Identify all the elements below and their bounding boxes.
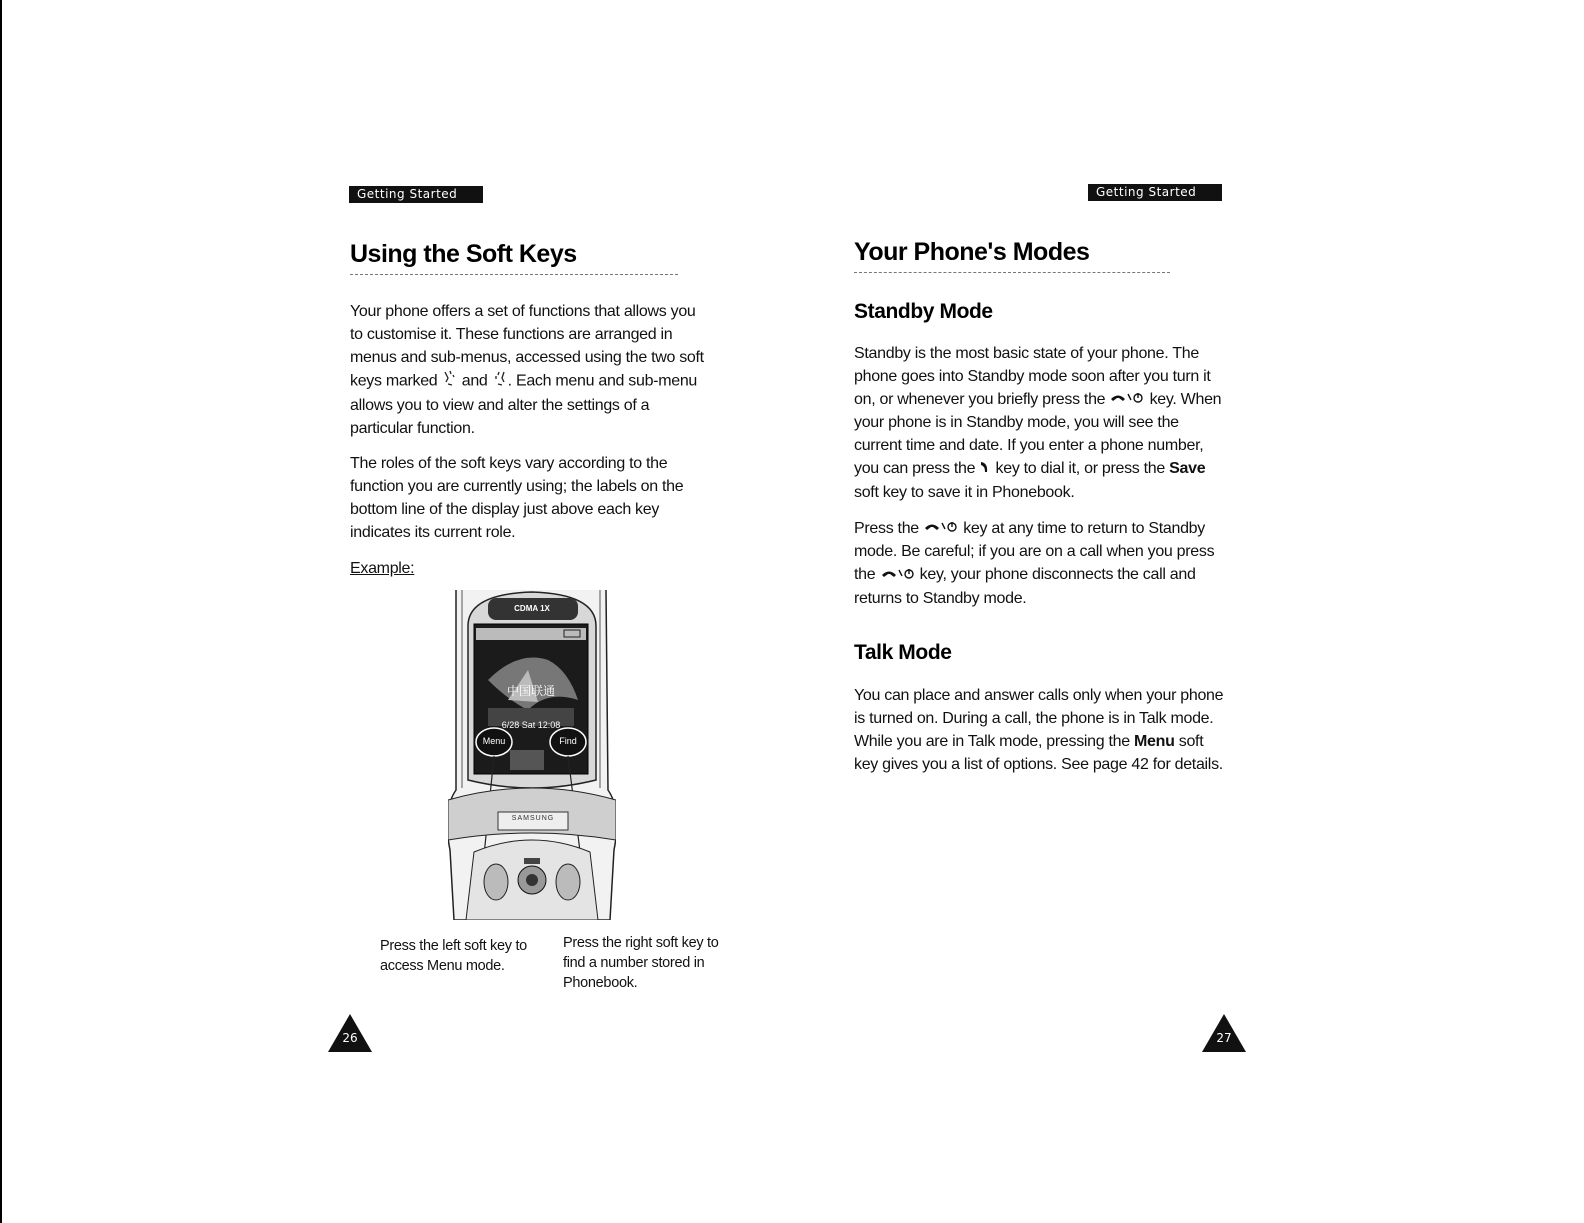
page-number-right: 27: [1202, 1014, 1246, 1052]
end-power-key-icon: [880, 564, 916, 587]
subtitle-talk-mode: Talk Mode: [854, 641, 952, 664]
phone-brand-label: CDMA 1X: [514, 604, 550, 613]
page-title-soft-keys: Using the Soft Keys: [350, 240, 577, 268]
end-power-key-icon: [923, 517, 959, 540]
title-rule: [854, 272, 1170, 273]
right-soft-key-icon: [492, 369, 508, 394]
send-key-icon: [979, 458, 991, 481]
phone-maker-label: SAMSUNG: [511, 815, 555, 822]
caption-left-soft-key: Press the left soft key to access Menu mode.: [380, 938, 527, 974]
section-tag-left: Getting Started: [349, 186, 483, 203]
soft-keys-paragraph-2: The roles of the soft keys vary according to the function you are currently using; the labels on the bottom line of the display just above each key indicates its current role.: [350, 455, 684, 541]
phone-menu-softkey: Menu: [482, 736, 506, 746]
standby-paragraph-2: Press the key at any time to return to Standby mode. Be careful; if you are on a call when you press the key, your phone disconnects the call and returns to Standby mode.: [854, 517, 1226, 610]
end-power-key-icon: [1109, 388, 1145, 411]
caption-right-soft-key: Press the right soft key to find a number stored in Phonebook.: [563, 935, 719, 991]
subtitle-standby-mode: Standby Mode: [854, 300, 993, 323]
phone-illustration: [448, 590, 616, 920]
phone-find-softkey: Find: [559, 736, 577, 746]
page-title-phone-modes: Your Phone's Modes: [854, 238, 1090, 266]
page-edge: [0, 0, 2, 1223]
title-rule: [350, 274, 678, 275]
standby-paragraph-1: Standby is the most basic state of your phone. The phone goes into Standby mode soon after you turn it on, or whenever you briefly press the key. When your phone is in Standby mode, you will see the current time and date. If you enter a phone number, you can press the key to dial it, or press the Save soft key to save it in Phonebook.: [854, 345, 1222, 501]
phone-date-time: 6/28 Sat 12:08: [501, 720, 561, 730]
example-label: Example:: [350, 560, 415, 577]
soft-keys-paragraph-1: Your phone offers a set of functions that allows you to customise it. These functions are arranged in menus and sub-menus, accessed using the two soft keys marked and . Each menu and sub-menu allows you to view and alter the settings of a particular function.: [350, 303, 704, 437]
section-tag-right: Getting Started: [1088, 184, 1222, 201]
talk-paragraph: You can place and answer calls only when your phone is turned on. During a call, the phone is in Talk mode. While you are in Talk mode, pressing the Menu soft key gives you a list of options. See page 42 for details.: [854, 687, 1224, 773]
phone-carrier-label: 中国联通: [506, 684, 555, 698]
page-number-left: 26: [328, 1014, 372, 1052]
left-soft-key-icon: [442, 369, 458, 394]
